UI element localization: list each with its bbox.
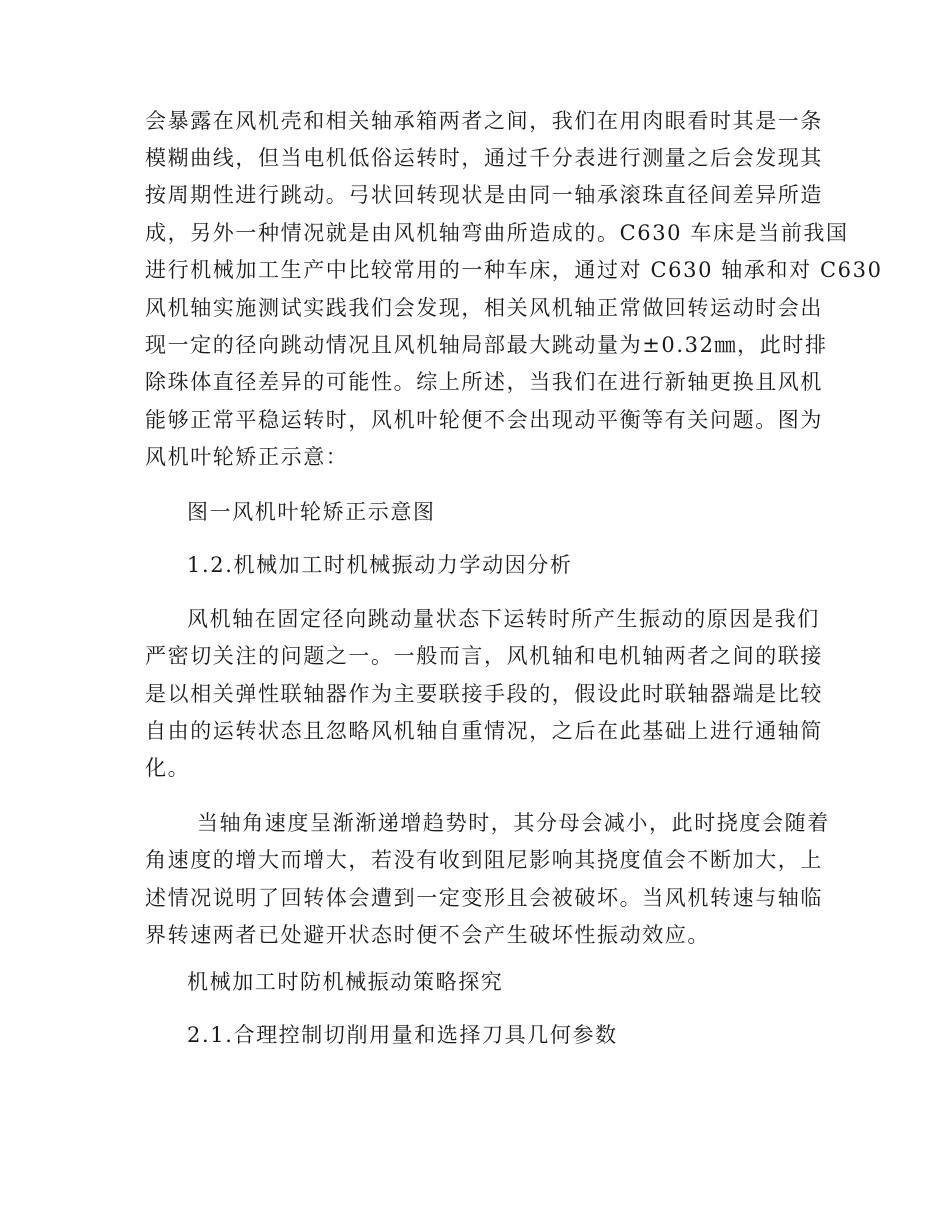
- paragraph-2-line-2: 严密切关注的问题之一。一般而言，风机轴和电机轴两者之间的联接: [145, 644, 823, 668]
- section-heading-1-2: 1.2.机械加工时机械振动力学动因分析: [187, 553, 573, 577]
- paragraph-2-line-1: 风机轴在固定径向跳动量状态下运转时所产生振动的原因是我们: [187, 607, 820, 631]
- paragraph-3-line-2: 角速度的增大而增大，若没有收到阻尼影响其挠度值会不断加大，上: [145, 848, 823, 872]
- paragraph-1-line-7: 现一定的径向跳动情况且风机轴局部最大跳动量为±0.32㎜，此时排: [145, 333, 828, 357]
- paragraph-1-line-1: 会暴露在风机壳和相关轴承箱两者之间，我们在用肉眼看时其是一条: [145, 109, 823, 133]
- paragraph-1-line-3: 按周期性进行跳动。弓状回转现状是由同一轴承滚珠直径间差异所造: [145, 183, 823, 207]
- figure-caption: 图一风机叶轮矫正示意图: [187, 500, 436, 524]
- paragraph-3-line-4: 界转速两者已处避开状态时便不会产生破坏性振动效应。: [145, 923, 710, 947]
- paragraph-1-line-6: 风机轴实施测试实践我们会发现，相关风机轴正常做回转运动时会出: [145, 296, 823, 320]
- paragraph-1-line-4: 成，另外一种情况就是由风机轴弯曲所造成的。C630 车床是当前我国: [145, 221, 849, 245]
- paragraph-2-line-4: 自由的运转状态且忽略风机轴自重情况，之后在此基础上进行通轴简: [145, 719, 823, 743]
- paragraph-2-line-3: 是以相关弹性联轴器作为主要联接手段的，假设此时联轴器端是比较: [145, 682, 823, 706]
- section-heading-2: 机械加工时防机械振动策略探究: [187, 970, 504, 994]
- paragraph-3-line-1: 当轴角速度呈渐渐递增趋势时，其分母会减小，此时挠度会随着: [197, 811, 830, 835]
- section-heading-2-1: 2.1.合理控制切削用量和选择刀具几何参数: [187, 1023, 618, 1047]
- paragraph-1-line-8: 除珠体直径差异的可能性。综上所述，当我们在进行新轴更换且风机: [145, 370, 823, 394]
- paragraph-1-line-2: 模糊曲线，但当电机低俗运转时，通过千分表进行测量之后会发现其: [145, 146, 823, 170]
- paragraph-1-line-9: 能够正常平稳运转时，风机叶轮便不会出现动平衡等有关问题。图为: [145, 408, 823, 432]
- paragraph-1-line-5: 进行机械加工生产中比较常用的一种车床，通过对 C630 轴承和对 C630: [145, 258, 883, 282]
- paragraph-2-line-5: 化。: [145, 756, 191, 780]
- paragraph-1-line-10: 风机叶轮矫正示意：: [145, 445, 349, 469]
- paragraph-3-line-3: 述情况说明了回转体会遭到一定变形且会被破坏。当风机转速与轴临: [145, 886, 823, 910]
